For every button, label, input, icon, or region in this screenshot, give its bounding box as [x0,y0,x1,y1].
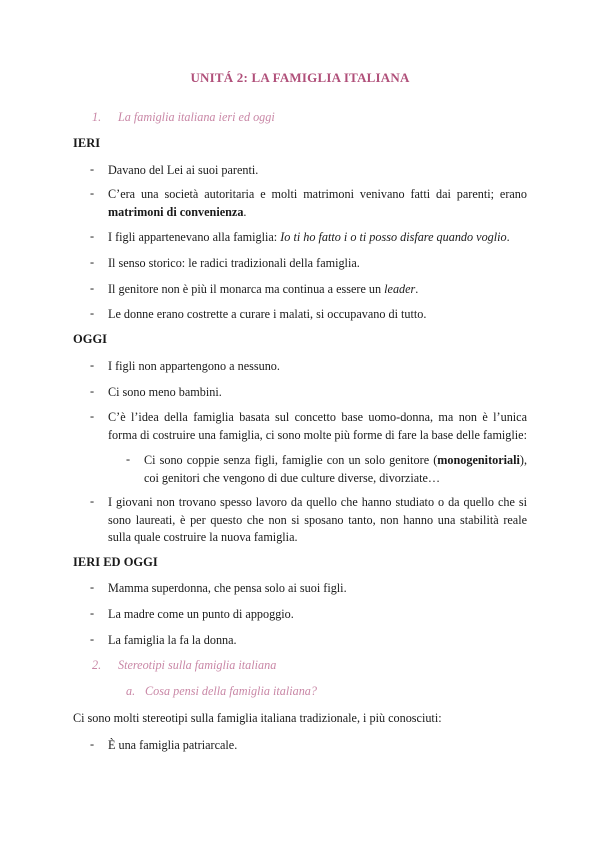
section-heading-2 [92,658,276,673]
list-item [90,162,527,180]
list-item-text: Ci sono coppie senza figli, famiglie con un solo genitore (monogenitoriali), coi genitori che vengono di due culture diverse, divorziate… [144,453,527,485]
list-item [90,409,527,444]
bullet-dash: - [90,255,95,269]
document-title: UNITÁ 2: LA FAMIGLIA ITALIANA [190,70,410,85]
list-item [90,632,527,650]
list-item [90,606,527,624]
list-item [90,306,527,324]
list-item-text: Le donne erano costrette a curare i malati, si occupavano di tutto. [108,307,427,321]
list-item [90,580,527,598]
list-item [90,494,527,547]
bullet-dash: - [90,494,95,508]
bullet-dash: - [90,281,95,295]
list-item [90,281,527,299]
heading-number: a. [126,684,136,698]
bullet-dash: - [90,737,95,751]
section-label-oggi: OGGI [73,332,108,346]
heading-text: Stereotipi sulla famiglia italiana [118,658,277,672]
list-item [90,255,527,273]
list-item [90,737,527,755]
list-item-text: I figli non appartengono a nessuno. [108,359,280,373]
bold-term: matrimoni di convenienza [108,204,244,219]
list-item-text: La madre come un punto di appoggio. [108,607,294,621]
list-item-text: I giovani non trovano spesso lavoro da quello che hanno studiato o da quello che si sono laureati, è per questo che non si sposano tanto, non hanno una stabilità reale sulla quale costruire la nuova famiglia. [108,495,527,544]
nested-list-item [126,452,527,487]
bullet-dash: - [90,306,95,320]
list-item-text: C’era una società autoritaria e molti matrimoni venivano fatti dai parenti; erano matrimoni di convenienza. [108,187,527,219]
heading-number: 2. [92,658,102,672]
list-item [90,384,527,402]
list-item-text: Ci sono meno bambini. [108,385,222,399]
list-item-text: Il genitore non è più il monarca ma continua a essere un leader. [108,282,419,296]
list-item [90,229,527,247]
section-heading-2a [126,684,317,699]
bullet-dash: - [90,606,95,620]
bullet-dash: - [90,632,95,646]
bullet-dash: - [90,186,95,200]
list-item-text: Il senso storico: le radici tradizionali della famiglia. [108,256,360,270]
heading-text: Cosa pensi della famiglia italiana? [145,684,317,698]
list-item-text: C’è l’idea della famiglia basata sul concetto base uomo-donna, ma non è l’unica forma di costruire una famiglia, ci sono molte più forme di fare la base delle famiglie: [108,410,527,442]
list-item [90,358,527,376]
italic-quote: Io ti ho fatto i o ti posso disfare quando voglio [280,230,507,244]
bullet-dash: - [90,229,95,243]
bullet-dash: - [90,358,95,372]
bullet-dash: - [90,409,95,423]
bullet-dash: - [90,384,95,398]
italic-term: leader [384,282,416,296]
section-heading-1 [92,110,275,125]
bullet-dash: - [90,162,95,176]
list-item-text: I figli appartenevano alla famiglia: Io ti ho fatto i o ti posso disfare quando voglio. [108,230,510,244]
list-item-text: La famiglia la fa la donna. [108,633,237,647]
paragraph: Ci sono molti stereotipi sulla famiglia italiana tradizionale, i più conosciuti: [73,711,442,725]
heading-text: La famiglia italiana ieri ed oggi [118,110,275,124]
list-item-text: È una famiglia patriarcale. [108,738,238,752]
list-item [90,186,527,221]
bullet-dash: - [90,580,95,594]
section-label-ieri-ed-oggi: IERI ED OGGI [73,555,158,569]
section-label-ieri: IERI [73,136,101,150]
list-item-text: Mamma superdonna, che pensa solo ai suoi figli. [108,581,347,595]
bold-term: monogenitoriali [437,453,520,467]
list-item-text: Davano del Lei ai suoi parenti. [108,163,259,177]
bullet-dash: - [126,452,131,466]
heading-number: 1. [92,110,102,124]
